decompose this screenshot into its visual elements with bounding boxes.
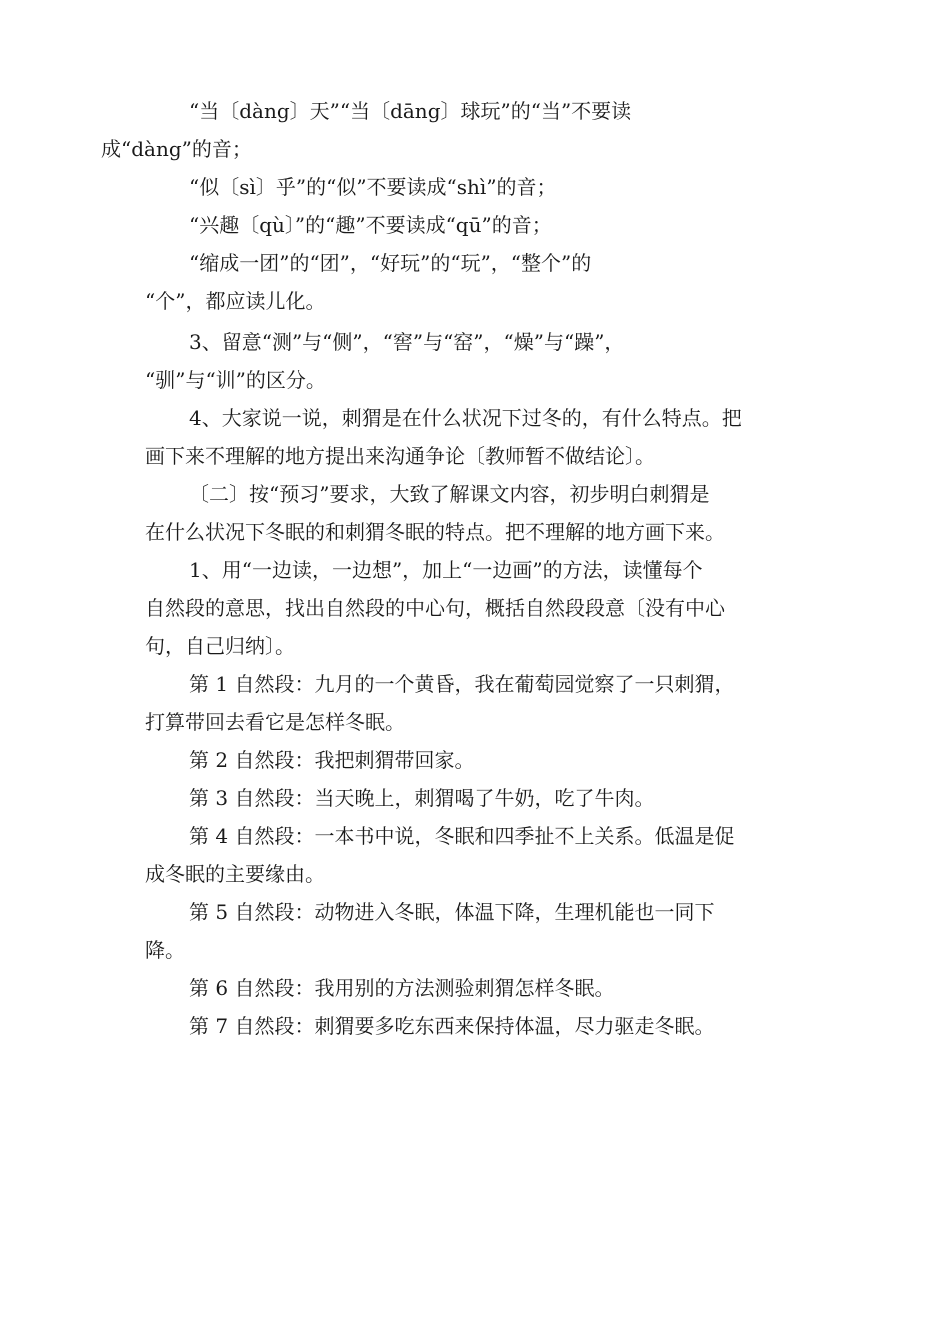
paragraph-item-1 <box>145 551 810 665</box>
document-body <box>101 92 810 1045</box>
text-line: 第 6 自然段：我用别的方法测验刺猬怎样冬眠。 <box>189 976 615 1000</box>
paragraph-section-4-summary <box>145 817 810 893</box>
text-line: 成“dàng”的音； <box>101 137 252 161</box>
text-line: 4、大家说一说，刺猬是在什么状况下过冬的，有什么特点。把 <box>189 406 742 430</box>
text-line: “兴趣〔qù〕”的“趣”不要读成“qū”的音； <box>189 213 552 237</box>
text-line: “当〔dàng〕天”“当〔dāng〕球玩”的“当”不要读 <box>189 99 632 123</box>
text-line: 第 3 自然段：当天晚上，刺猬喝了牛奶，吃了牛肉。 <box>189 786 655 810</box>
paragraph-section-6-summary <box>145 969 810 1007</box>
text-line: 降。 <box>145 938 185 962</box>
text-line: “缩成一团”的“团”，“好玩”的“玩”，“整个”的 <box>189 251 592 275</box>
text-line: 自然段的意思，找出自然段的中心句，概括自然段段意〔没有中心 <box>145 596 725 620</box>
text-line: 成冬眠的主要缘由。 <box>145 862 325 886</box>
paragraph-item-4 <box>145 399 810 475</box>
text-line: 第 7 自然段：刺猬要多吃东西来保持体温，尽力驱走冬眠。 <box>189 1014 715 1038</box>
text-line: 画下来不理解的地方提出来沟通争论〔教师暂不做结论〕。 <box>145 444 655 468</box>
paragraph-pronunciation-dang <box>101 92 810 168</box>
text-line: 第 5 自然段：动物进入冬眠，体温下降，生理机能也一同下 <box>189 900 715 924</box>
paragraph-section-1-summary <box>145 665 810 741</box>
text-line: 3、留意“测”与“侧”，“窖”与“窑”，“燥”与“躁”， <box>189 330 625 354</box>
text-line: 第 4 自然段：一本书中说，冬眠和四季扯不上关系。低温是促 <box>189 824 735 848</box>
paragraph-section-2-summary <box>145 741 810 779</box>
paragraph-section-7-summary <box>145 1007 810 1045</box>
paragraph-pronunciation-si <box>145 168 810 206</box>
text-line: “似〔sì〕乎”的“似”不要读成“shì”的音； <box>189 175 557 199</box>
text-line: 在什么状况下冬眠的和刺猬冬眠的特点。把不理解的地方画下来。 <box>145 520 725 544</box>
text-line: 句，自己归纳〕。 <box>145 634 295 658</box>
paragraph-section-3-summary <box>145 779 810 817</box>
text-line: “驯”与“训”的区分。 <box>145 368 326 392</box>
text-line: 打算带回去看它是怎样冬眠。 <box>145 710 405 734</box>
paragraph-erhua <box>145 244 810 320</box>
text-line: “个”，都应读儿化。 <box>145 289 326 313</box>
paragraph-item-3 <box>145 323 810 399</box>
text-line: 〔二〕按“预习”要求，大致了解课文内容，初步明白刺猬是 <box>189 482 710 506</box>
paragraph-section-2 <box>145 475 810 551</box>
paragraph-pronunciation-qu <box>145 206 810 244</box>
paragraph-section-5-summary <box>145 893 810 969</box>
text-line: 1、用“一边读，一边想”，加上“一边画”的方法，读懂每个 <box>189 558 703 582</box>
text-line: 第 1 自然段：九月的一个黄昏，我在葡萄园觉察了一只刺猬， <box>189 672 735 696</box>
text-line: 第 2 自然段：我把刺猬带回家。 <box>189 748 475 772</box>
